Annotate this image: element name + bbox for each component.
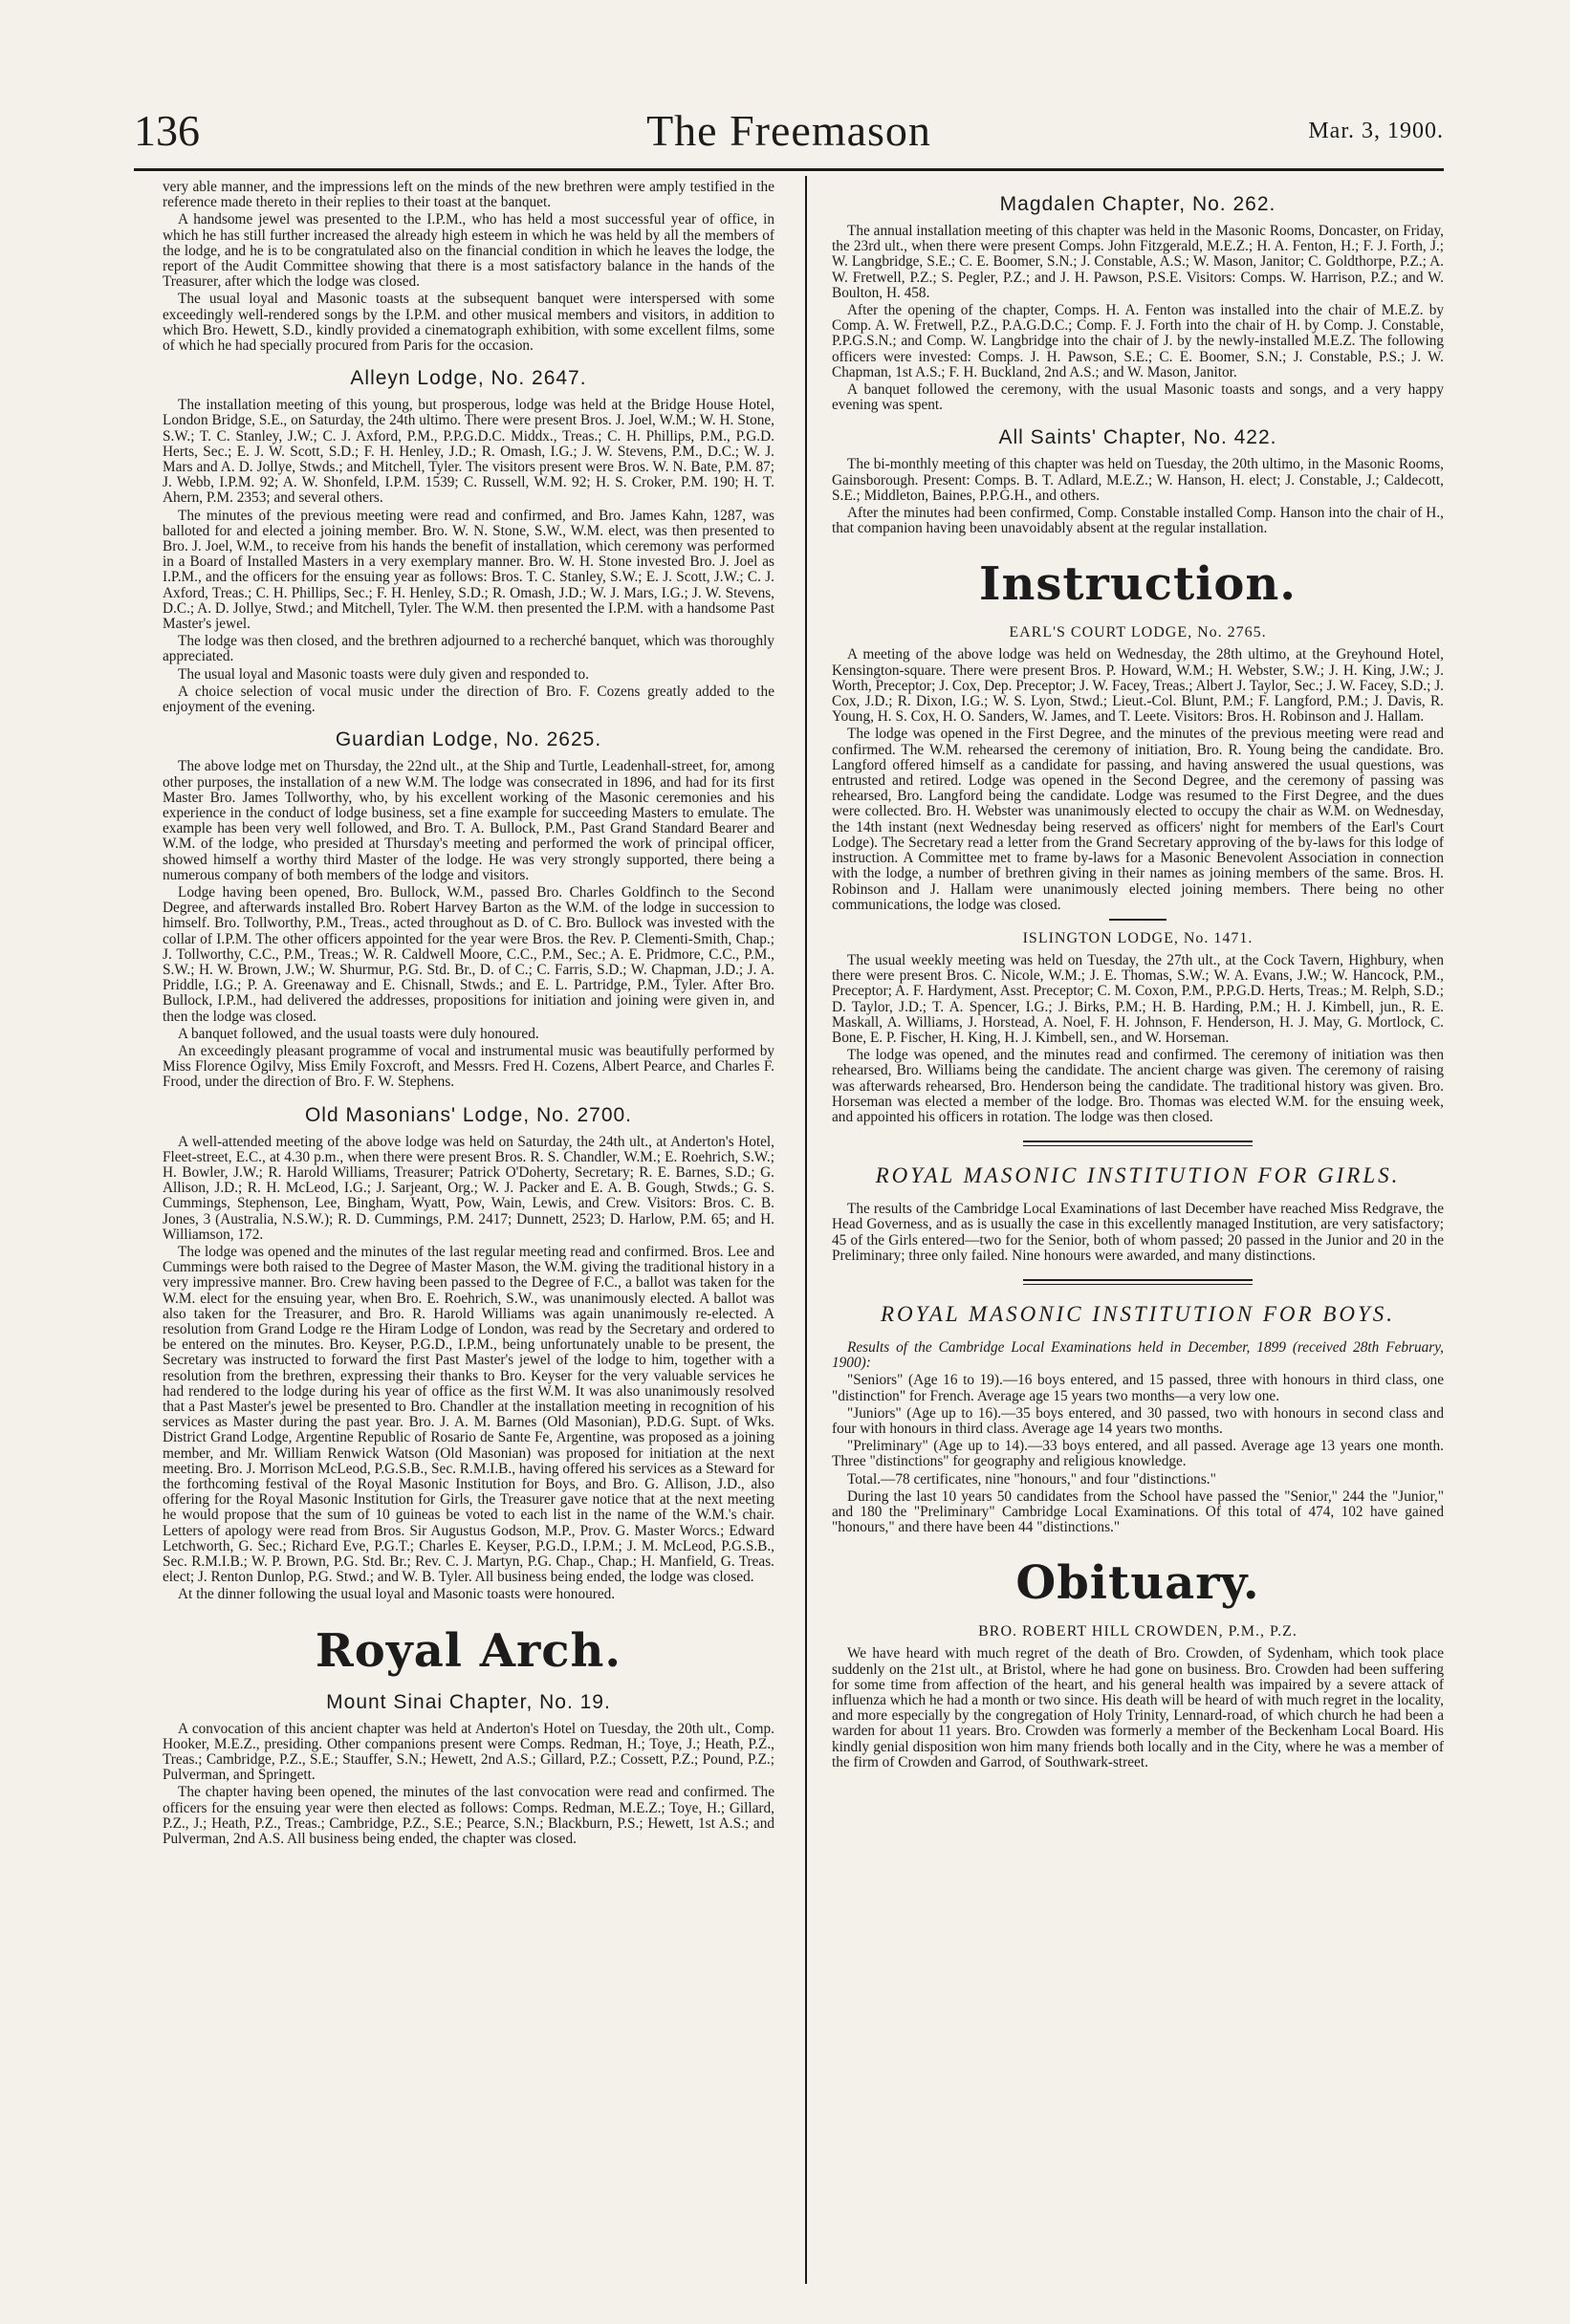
paragraph: "Preliminary" (Age up to 14).—33 boys entered, and all passed. Average age 13 years one month. Three "distinctions" for geography and religious knowledge. bbox=[832, 1438, 1444, 1470]
column-divider bbox=[805, 176, 807, 2284]
article-heading: ISLINGTON LODGE, No. 1471. bbox=[1022, 929, 1254, 946]
paragraph: An exceedingly pleasant programme of vocal and instrumental music was beautifully performed by Miss Florence Ogilvy, Miss Emily Foxcroft, and Messrs. Fred H. Cozens, Albert Pearce, and Charles F. Frood, under the direction of Bro. F. W. Stephens. bbox=[163, 1042, 774, 1091]
page-number: 136 bbox=[134, 106, 200, 155]
section-title: Royal Arch. bbox=[315, 1623, 622, 1678]
masthead bbox=[134, 103, 1444, 163]
paragraph: A banquet followed the ceremony, with the usual Masonic toasts and songs, and a very happy evening was spent. bbox=[832, 381, 1444, 414]
paragraph: The minutes of the previous meeting were read and confirmed, and Bro. James Kahn, 1287, was balloted for and elected a joining member. Bro. W. N. Stone, S.W., W.M. elect, was then presented to Bro. J. Joel, W.M., to receive from his hands the benefit of installation, which ceremony was performed in a Board of Installed Masters in a very exemplary manner. Bro. W. H. Stone invested Bro. J. Joel as I.P.M., and the officers for the ensuing year as follows: Bros. T. C. Stanley, S.W.; E. J. Scott, J.W.; C. J. Axford, Treas.; C. H. Phillips, Sec.; F. H. Henley, S.D.; R. Omash, J.D.; W. J. Mars, I.G.; J. W. Stevens, D.C.; A. D. Jollye, Stwd.; and Mitchell, Tyler. The W.M. then presented the I.P.M. with a handsome Past Master's jewel. bbox=[163, 507, 774, 633]
paragraph: The lodge was opened, and the minutes read and confirmed. The ceremony of initiation was then rehearsed, Bro. Williams being the candidate. The ancient charge was given. The ceremony of raising was afterwards rehearsed, Bro. Henderson being the candidate. The traditional history was given. Bro. Horseman was elected a member of the lodge. Bro. Thomas was elected W.M. for the ensuing week, and appointed his officers in rotation. The lodge was then closed. bbox=[832, 1047, 1444, 1125]
paragraph: The annual installation meeting of this chapter was held in the Masonic Rooms, Doncaster, on Friday, the 23rd ult., when there were present Comps. John Fitzgerald, M.E.Z.; H. A. Fenton, H.; F. J. Forth, J.; W. Langbridge, S.E.; C. E. Boomer, S.N.; J. Constable, A.S.; W. Mason, Janitor; C. Goldthorpe, P.Z.; A. W. Fretwell, P.Z.; S. Pegler, P.Z.; and J. H. Pawson, P.S.E. Visitors: Comps. W. Harrison, P.Z.; and W. Boulton, H. 458. bbox=[832, 223, 1444, 301]
paragraph: A convocation of this ancient chapter was held at Anderton's Hotel on Tuesday, the 20th ult., Comp. Hooker, M.E.Z., presiding. Other companions present were Comps. Redman, H.; Toye, J.; Heath, P.Z., Treas.; Cambridge, P.Z., S.E.; Stauffer, S.N.; Hewett, 2nd A.S.; Gillard, P.Z.; Cossett, P.Z.; Pound, P.Z.; Pulverman, and Springett. bbox=[163, 1720, 774, 1784]
paragraph: The usual weekly meeting was held on Tuesday, the 27th ult., at the Cock Tavern, Highbury, when there were present Bros. C. Nicole, W.M.; J. E. Thomas, S.W.; W. A. Evans, J.W.; W. Hancock, P.M., Preceptor; A. F. Hardyment, Asst. Preceptor; C. M. Coxon, P.M., P.P.G.D. Herts, Treas.; M. Relph, S.D.; D. Taylor, J.D.; T. A. Spencer, I.G.; J. Birks, P.M.; H. B. Harding, P.M.; H. J. Kimbell, jun., R. E. Maskall, A. Williams, J. Horstead, A. Noel, F. H. Johnson, F. Henderson, H. J. May, G. Mortlock, C. Bone, E. P. Fischer, H. King, H. J. Kimbell, sen., and W. Horseman. bbox=[832, 951, 1444, 1046]
section-title: Instruction. bbox=[979, 557, 1297, 612]
paragraph: "Juniors" (Age up to 16).—35 boys entered, and 30 passed, two with honours in second class and four with honours in third class. Average age 14 years two months. bbox=[832, 1404, 1444, 1437]
paragraph: We have heard with much regret of the death of Bro. Crowden, of Sydenham, which took place suddenly on the 21st ult., at Bristol, where he had gone on business. Bro. Crowden had been suffering for some time from affection of the heart, and his general health was impaired by a severe attack of influenza which he had a month or two since. His death will be heard of with much regret in the locality, and more especially by the congregation of Holy Trinity, Lennard-road, of which church he had been a warden for about 11 years. Bro. Crowden was formerly a member of the Beckenham Local Board. His kindly genial disposition won him many friends both locally and in the City, where he was a member of the firm of Crowden and Garrod, of Southwark-street. bbox=[832, 1645, 1444, 1770]
article-alleyn-lodge bbox=[163, 367, 774, 715]
paragraph: A choice selection of vocal music under the direction of Bro. F. Cozens greatly added to the enjoyment of the evening. bbox=[163, 683, 774, 716]
issue-date: Mar. 3, 1900. bbox=[1308, 119, 1444, 143]
paragraph: "Seniors" (Age 16 to 19).—16 boys entered, and 15 passed, three with honours in third class, one "distinction" for French. Average age 15 years two months—a very low one. bbox=[832, 1372, 1444, 1404]
paragraph: The bi-monthly meeting of this chapter was held on Tuesday, the 20th ultimo, in the Masonic Rooms, Gainsborough. Present: Comps. B. T. Adlard, M.E.Z.; W. Hanson, H. elect; J. Constable, J.; Caldecott, S.E.; Middleton, Baines, P.P.G.H., and others. bbox=[832, 456, 1444, 504]
article-magdalen-chapter bbox=[832, 193, 1444, 413]
paragraph: The installation meeting of this young, but prosperous, lodge was held at the Bridge House Hotel, London Bridge, S.E., on Saturday, the 24th ultimo. There were present Bros. J. Joel, W.M.; W. H. Stone, S.W.; T. C. Stanley, J.W.; C. J. Axford, P.M., P.P.G.D.C. Middx., Treas.; C. H. Phillips, P.M., P.G.D. Herts, Sec.; E. J. W. Scott, S.D.; F. H. Henley, J.D.; R. Omash, I.G.; J. W. Stevens, P.M., D.C.; W. J. Mars and A. D. Jollye, Stwds.; and Mitchell, Tyler. The visitors present were Bros. W. N. Bate, P.M. 87; J. Webb, I.P.M. 92; A. W. Shonfeld, I.P.M. 1539; C. Russell, W.M. 92; H. S. Croker, P.M. 190; H. T. Ahern, P.M. 2353; and several others. bbox=[163, 397, 774, 507]
article-heading: Old Masonians' Lodge, No. 2700. bbox=[304, 1103, 633, 1126]
article-heading: Guardian Lodge, No. 2625. bbox=[335, 728, 602, 751]
section-title: Obituary. bbox=[1015, 1556, 1260, 1611]
paragraph: A banquet followed, and the usual toasts were duly honoured. bbox=[178, 1025, 539, 1042]
section-instruction bbox=[832, 557, 1444, 1125]
article-old-masonians-lodge bbox=[163, 1104, 774, 1603]
article-heading: Alleyn Lodge, No. 2647. bbox=[350, 367, 587, 390]
paragraph: The usual loyal and Masonic toasts were duly given and responded to. bbox=[178, 665, 589, 683]
separator-rule bbox=[1023, 1140, 1253, 1146]
masthead-rule bbox=[134, 168, 1444, 171]
article-rmi-girls bbox=[832, 1163, 1444, 1264]
paragraph: The chapter having been opened, the minutes of the last convocation were read and confirmed. The officers for the ensuing year were then elected as follows: Comps. Redman, M.E.Z.; Toye, H.; Gillard, P.Z., J.; Heath, P.Z., Treas.; Cambridge, P.Z., S.E.; Pearce, S.N.; Blackburn, P.S.; Hewett, 1st A.S.; and Pulverman, 2nd A.S. All business being ended, the chapter was closed. bbox=[163, 1784, 774, 1848]
paragraph: The results of the Cambridge Local Examinations of last December have reached Miss Redgrave, the Head Governess, and as is usually the case in this excellently managed Institution, are very satisfactory; 45 of the Girls entered—two for the Senior, both of whom passed; 20 passed in the Junior and 20 in the Preliminary; three only failed. Nine honours were awarded, and many distinctions. bbox=[832, 1201, 1444, 1264]
paragraph: After the opening of the chapter, Comps. H. A. Fenton was installed into the chair of M.E.Z. by Comp. A. W. Fretwell, P.Z., P.A.G.D.C.; Comp. F. J. Forth into the chair of H. by Comp. J. Constable, P.P.G.S.N.; and Comp. W. Langbridge into the chair of J. by the newly-installed M.E.Z. The following officers were invested: Comps. J. H. Pawson, S.E.; C. E. Boomer, S.N.; J. Constable, P.S.; J. W. Chapman, 1st A.S.; F. H. Buckland, 2nd A.S.; and W. Mason, Janitor. bbox=[832, 302, 1444, 380]
paragraph: The lodge was opened in the First Degree, and the minutes of the previous meeting were read and confirmed. The W.M. rehearsed the ceremony of initiation, Bro. R. Young being the candidate. Bro. Langford offered himself as a candidate for passing, and having answered the usual questions, was entrusted and retired. Lodge was opened in the Second Degree, and the ceremony of passing was rehearsed, Bro. Langford being the candidate. Lodge was resumed to the First Degree, and the dues were collected. Bro. H. Webster was unanimously elected to occupy the chair as W.M. on Wednesday, the 14th instant (next Wednesday being reserved as officers' night for members of the Earl's Court Lodge). The Secretary read a letter from the Grand Secretary approving of the by-laws for this lodge of instruction. A Committee met to frame by-laws for a Masonic Benevolent Association in connection with the lodge, a number of brethren giving in their names as joining members of the same. Bros. H. Robinson and J. Hallam were unanimously elected joining members. There being no other communications, the lodge was closed. bbox=[832, 726, 1444, 913]
paragraph: The lodge was opened and the minutes of the last regular meeting read and confirmed. Bros. Lee and Cummings were both raised to the Degree of Master Mason, the W.M. giving the traditional history in a very impressive manner. Bro. Crew having been passed to the Degree of F.C., a ballot was taken for the W.M. elect for the ensuing year, when Bro. E. Roehrich, S.W., was unanimously elected. A ballot was also taken for the Treasurer, and Bro. R. Harold Williams was again unanimously re-elected. A resolution from Grand Lodge re the Hiram Lodge of London, was read by the Secretary and ordered to be entered on the minutes. Bro. Keyser, P.G.D., I.P.M., being unfortunately unable to be present, the Secretary was instructed to forward the first Past Master's jewel of the lodge to him, together with a resolution from the brethren, expressing their thanks to Bro. Keyser for the very valuable services he had rendered to the lodge during his year of office as the first W.M. It was also unanimously resolved that a Past Master's jewel be presented to Bro. Chandler at the installation meeting in recognition of his services as Master during the past year. Bro. J. A. M. Barnes (Old Masonian), P.D.G. Supt. of Wks. District Grand Lodge, Argentine Republic of Rosario de Sante Fe, Argentine, was proposed as a joining member, and Mr. William Renwick Watson (Old Masonian) was proposed for initiation at the next meeting. Bro. J. Morrison McLeod, P.G.S.B., Sec. R.M.I.B., having offered his services as a Steward for the forthcoming festival of the Royal Masonic Institution for Boys, and Bro. G. Allison, J.D., also offering for the Royal Masonic Institution for Girls, the Treasurer gave notice that at the next meeting he would propose that the sum of 10 guineas be voted to each list in the name of the W.M.'s chair. Letters of apology were read from Bros. Sir Augustus Godson, M.P., Prov. G. Master Worcs.; Edward Letchworth, G. Sec.; Richard Eve, P.G.T.; Charles E. Keyser, P.G.D., I.P.M.; J. M. McLeod, P.G.S.B., Sec. R.M.I.B.; W. P. Brown, P.G. Std. Br.; Rev. C. J. Martyn, P.G. Chap., Chap.; H. Manfield, G. Treas. elect; J. Renton Dunlop, P.G. Stwd.; and W. B. Tyler. All business being ended, the lodge was closed. bbox=[163, 1243, 774, 1586]
article-heading: ROYAL MASONIC INSTITUTION FOR BOYS. bbox=[880, 1301, 1396, 1326]
article-heading: EARL'S COURT LODGE, No. 2765. bbox=[1009, 624, 1267, 641]
article-heading: BRO. ROBERT HILL CROWDEN, P.M., P.Z. bbox=[978, 1623, 1297, 1640]
paragraph: A meeting of the above lodge was held on Wednesday, the 28th ultimo, at the Greyhound Hotel, Kensington-square. There were present Bros. P. Howard, W.M.; H. Webster, S.W.; J. H. King, J.W.; J. Worth, Preceptor; J. Cox, Dep. Preceptor; J. W. Facey, Treas.; Albert J. Taylor, Sec.; J. W. Facey, S.D.; J. Cox, J.D.; R. Dixon, I.G.; W. S. Lyon, Stwd.; Lieut.-Col. Blunt, P.M.; F. Langford, P.M.; J. Davis, R. Young, H. S. Cox, H. O. Sanders, W. James, and T. Leete. Visitors: Bros. H. Robinson and J. Hallam. bbox=[832, 646, 1444, 726]
paragraph: very able manner, and the impressions left on the minds of the new brethren were amply testified in the reference made thereto in their replies to their toast at the banquet. bbox=[163, 180, 774, 211]
newspaper-title: The Freemason bbox=[646, 106, 931, 155]
article-guardian-lodge bbox=[163, 728, 774, 1090]
article-heading: ROYAL MASONIC INSTITUTION FOR GIRLS. bbox=[875, 1163, 1401, 1188]
paragraph: Results of the Cambridge Local Examinations held in December, 1899 (received 28th February, 1900): bbox=[832, 1338, 1444, 1372]
paragraph: A well-attended meeting of the above lodge was held on Saturday, the 24th ult., at Anderton's Hotel, Fleet-street, E.C., at 4.30 p.m., when there were present Bros. R. S. Chandler, W.M.; E. Roehrich, S.W.; H. Bowler, J.W.; R. Harold Williams, Treasurer; Patrick O'Doherty, Secretary; R. E. Barnes, S.D.; G. Allison, J.D.; R. H. McLeod, I.G.; J. Sarjeant, Org.; W. J. Packer and E. A. B. Gough, Stwds.; G. S. Cummings, Stephenson, Lee, Bingham, Wyatt, Pow, Wain, Lewis, and Crew. Visitors: Bros. C. B. Jones, 3 (Australia, N.S.W.); R. D. Cummings, P.M. 2417; Dunnett, 2523; D. Harlow, P.M. 65; and H. Williamson, 172. bbox=[163, 1133, 774, 1243]
paragraph: During the last 10 years 50 candidates from the School have passed the "Senior," 244 the "Junior," and 180 the "Preliminary" Cambridge Local Examinations. Of this total of 474, 102 have gained "honours," and there have been 44 "distinctions." bbox=[832, 1488, 1444, 1536]
paragraph: Lodge having been opened, Bro. Bullock, W.M., passed Bro. Charles Goldfinch to the Second Degree, and afterwards installed Bro. Robert Harvey Barton as the W.M. of the lodge in succession to himself. Bro. Tollworthy, P.M., Treas., acted throughout as D. of C. Bro. Bullock was invested with the collar of I.P.M. The other officers appointed for the year were Bros. the Rev. P. Clementi-Smith, Chap.; J. Tollworthy, C.C., P.M., Treas.; W. R. Caldwell Moore, C.C., P.M., Sec.; A. E. Pridmore, C.C., P.M., S.W.; H. W. Brown, J.W.; W. Shurmur, P.G. Std. Br., D. of C.; C. Farris, S.D.; W. Chapman, J.D.; J. A. Priddle, I.G.; P. A. Greenaway and E. Chisnall, Stwds.; and E. L. Partridge, P.M., Tyler. After Bro. Bullock, I.P.M., had delivered the addresses, propositions for initiation and joining were given in, and then the lodge was closed. bbox=[163, 883, 774, 1025]
paragraph: The usual loyal and Masonic toasts at the subsequent banquet were interspersed with some exceedingly well-rendered songs by the I.P.M. and other musical members and visitors, in addition to which Bro. Hewett, S.D., kindly provided a cinematograph exhibition, with some excellent films, some of which he had specially procured from Paris for the occasion. bbox=[163, 291, 774, 355]
paragraph: After the minutes had been confirmed, Comp. Constable installed Comp. Hanson into the chair of H., that companion having been unavoidably absent at the regular installation. bbox=[832, 505, 1444, 537]
separator-rule bbox=[1109, 919, 1167, 921]
paragraph: At the dinner following the usual loyal and Masonic toasts were honoured. bbox=[178, 1586, 616, 1603]
article-continued bbox=[163, 180, 774, 354]
section-royal-arch bbox=[163, 1624, 774, 1848]
paragraph: Total.—78 certificates, nine "honours," and four "distinctions." bbox=[847, 1470, 1216, 1488]
article-rmi-boys bbox=[832, 1302, 1444, 1535]
paragraph: The lodge was then closed, and the brethren adjourned to a recherché banquet, which was thoroughly appreciated. bbox=[163, 633, 774, 665]
paragraph: The above lodge met on Thursday, the 22nd ult., at the Ship and Turtle, Leadenhall-street, for, among other purposes, the installation of a new W.M. The lodge was consecrated in 1896, and had for its first Master Bro. James Tollworthy, who, by his excellent working of the Masonic ceremonies and his experience in the conduct of lodge business, set a fine example for succeeding Masters to emulate. The example has been very well followed, and Bro. T. A. Bullock, P.M., Past Grand Standard Bearer and W.M. of the lodge, who presided at Thursday's meeting and performed the work of principal officer, showed himself a worthy third Master of the lodge. He was very strongly supported, there being a numerous company of both members of the lodge and visitors. bbox=[163, 758, 774, 883]
article-heading: All Saints' Chapter, No. 422. bbox=[998, 426, 1277, 449]
article-all-saints-chapter bbox=[832, 426, 1444, 536]
article-heading: Magdalen Chapter, No. 262. bbox=[999, 193, 1276, 215]
section-obituary bbox=[832, 1556, 1444, 1770]
article-heading: Mount Sinai Chapter, No. 19. bbox=[326, 1690, 611, 1713]
left-column bbox=[163, 180, 774, 2283]
separator-rule bbox=[1023, 1279, 1253, 1285]
paragraph: A handsome jewel was presented to the I.P.M., who has held a most successful year of office, in which he has still further increased the already high esteem in which he was held by all the members of the lodge, and he is to be congratulated also on the financial condition in which he leaves the lodge, the report of the Audit Committee showing that there is a most satisfactory balance in the hands of the Treasurer, after which the lodge was closed. bbox=[163, 211, 774, 291]
right-column bbox=[832, 180, 1444, 2283]
